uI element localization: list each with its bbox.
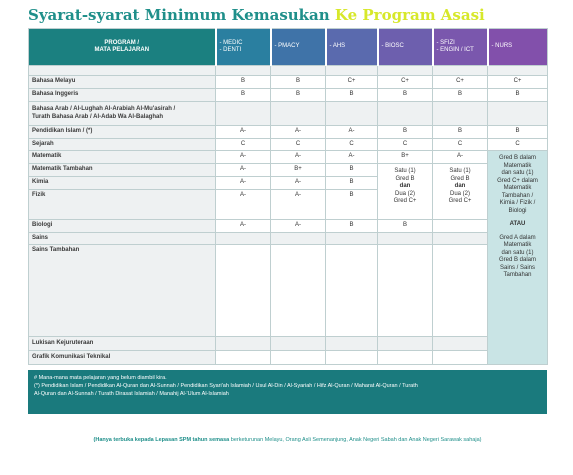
biosc-group-cell: [378, 164, 433, 220]
grade-cell: C+: [433, 76, 488, 89]
group-line: Gred B: [450, 175, 470, 182]
table-row: [29, 76, 548, 89]
group-line: Gred C+: [448, 198, 472, 204]
grade-cell: A-: [216, 220, 271, 233]
nurs-line: Sains / Sains: [499, 264, 536, 271]
grade-cell: C: [216, 139, 271, 151]
title-part1: Syarat-syarat Minimum Kemasukan: [28, 6, 330, 24]
grade-cell: A-: [271, 151, 326, 164]
subject-label: Sains: [29, 233, 216, 245]
grade-cell: C+: [326, 76, 378, 89]
grade-cell: A-: [326, 151, 378, 164]
grade-cell: A-: [326, 126, 378, 139]
column-header-biosc: [378, 29, 433, 66]
table-header-row: [29, 29, 548, 66]
grade-cell: B: [216, 89, 271, 102]
column-header-line: - DENTI: [219, 47, 242, 53]
subject-label-line1: Bahasa Arab / Al-Lughah Al-Arabiah Al-Mu'asirah /: [32, 106, 176, 112]
nurs-line: dan satu (1): [501, 249, 534, 256]
grade-cell: B: [271, 76, 326, 89]
grade-cell: A-: [271, 220, 326, 233]
subject-label: Grafik Komunikasi Teknikal: [29, 351, 216, 365]
table-row: [29, 164, 548, 177]
nurs-line: Tambahan /: [501, 192, 534, 199]
column-header-line: - ENGIN / ICT: [436, 47, 474, 53]
table-row: [29, 245, 548, 337]
table-row: [29, 337, 548, 351]
grade-cell: B: [326, 220, 378, 233]
group-line: Gred B: [395, 175, 415, 182]
footer-note: [28, 437, 547, 443]
grade-cell: B: [488, 126, 548, 139]
subject-label: Fizik: [29, 190, 216, 220]
grade-cell: C: [433, 139, 488, 151]
table-row: [29, 66, 548, 76]
grade-cell: C: [326, 139, 378, 151]
grade-cell: B: [433, 126, 488, 139]
requirements-table: [28, 28, 548, 365]
subject-label: Matematik: [29, 151, 216, 164]
nurs-line: Matematik: [503, 242, 532, 248]
grade-cell: A-: [271, 126, 326, 139]
notes-box: [28, 370, 547, 414]
subject-label: Matematik Tambahan: [29, 164, 216, 177]
group-line: Dua (2): [449, 190, 470, 197]
subject-label: Sains Tambahan: [29, 245, 216, 337]
table-row: [29, 233, 548, 245]
table-row: [29, 351, 548, 365]
grade-cell: C: [488, 139, 548, 151]
nurs-line: Gred B dalam: [498, 257, 537, 263]
program-header: [29, 29, 216, 66]
grade-cell: A-: [271, 190, 326, 220]
group-line: Dua (2): [394, 190, 415, 197]
nurs-line: Gred C+ dalam: [497, 177, 538, 184]
column-header-pmacy: [271, 29, 326, 66]
grade-cell: B: [271, 89, 326, 102]
nurs-atau: ATAU: [509, 221, 526, 227]
table-row: [29, 151, 548, 164]
subject-label: [29, 102, 216, 126]
grade-cell: B: [378, 126, 433, 139]
subject-label: Bahasa Inggeris: [29, 89, 216, 102]
note-line: Al-Quran dan Al-Sunnah / Turath Dirasat Islamiah / Manahij Al-'Ulum Al-Islamiah: [34, 391, 229, 397]
table-row: [29, 126, 548, 139]
grade-cell: B+: [271, 164, 326, 177]
nurs-line: Gred A dalam: [499, 234, 536, 241]
note-line: # Mana-mana mata pelajaran yang belum diambil kira.: [34, 375, 167, 381]
grade-cell: A-: [216, 126, 271, 139]
table-row: [29, 220, 548, 233]
nurs-line: Matematik: [503, 162, 532, 169]
subject-label: Bahasa Melayu: [29, 76, 216, 89]
grade-cell: B: [433, 89, 488, 102]
grade-cell: A-: [216, 190, 271, 220]
grade-cell: A-: [433, 151, 488, 164]
grade-cell: A-: [216, 164, 271, 177]
footer-bold: (Hanya terbuka kepada Lepasan SPM tahun semasa: [93, 437, 230, 443]
grade-cell: B: [326, 177, 378, 190]
grade-cell: C: [271, 139, 326, 151]
group-line: dan: [454, 183, 466, 189]
column-header-sfizi: [433, 29, 488, 66]
grade-cell: B+: [378, 151, 433, 164]
program-header-line1: PROGRAM /: [104, 39, 140, 46]
grade-cell: B: [326, 89, 378, 102]
grade-cell: A-: [216, 177, 271, 190]
table-row: [29, 102, 548, 126]
column-header-medic: [216, 29, 271, 66]
column-header-line: - SFIZI: [436, 39, 455, 46]
nurs-line: Gred B dalam: [498, 155, 537, 161]
column-header-nurs: [488, 29, 548, 66]
footer-rest: berketurunan Melayu, Orang Asli Semenanjung, Anak Negeri Sabah dan Anak Negeri Sarawak sahaja): [229, 437, 482, 443]
column-header-ahs: [326, 29, 378, 66]
subject-label-line2: Turath Bahasa Arab / Al-Adab Wa Al-Balaghah: [32, 113, 164, 120]
group-line: Satu (1): [449, 168, 471, 174]
nurs-line: Matematik: [503, 185, 532, 191]
grade-cell: A-: [271, 177, 326, 190]
nurs-requirement-cell: [488, 151, 548, 365]
grade-cell: B: [216, 76, 271, 89]
grade-cell: B: [326, 190, 378, 220]
column-header-line: - NURS: [491, 43, 513, 50]
nurs-line: dan satu (1): [501, 170, 534, 176]
group-line: Gred C+: [393, 198, 417, 204]
grade-cell: B: [488, 89, 548, 102]
grade-cell: C: [378, 139, 433, 151]
column-header-line: - AHS: [329, 43, 346, 50]
program-header-line2: MATA PELAJARAN: [94, 47, 150, 53]
column-header-line: - MEDIC: [219, 39, 243, 46]
grade-cell: B: [326, 164, 378, 177]
subject-label: Lukisan Kejuruteraan: [29, 337, 216, 351]
group-line: dan: [399, 183, 411, 189]
group-line: Satu (1): [394, 168, 416, 174]
title-part2: Ke Program Asasi: [334, 6, 485, 24]
grade-cell: B: [378, 220, 433, 233]
nurs-line: Tambahan: [503, 272, 532, 278]
grade-cell: B: [378, 89, 433, 102]
page-title: [28, 6, 485, 28]
grade-cell: C+: [488, 76, 548, 89]
grade-cell: C+: [378, 76, 433, 89]
grade-cell: A-: [216, 151, 271, 164]
subject-label: Biologi: [29, 220, 216, 233]
table-row: [29, 139, 548, 151]
table-row: [29, 89, 548, 102]
note-line: (*) Pendidikan Islam / Pendidikan Al-Quran dan Al-Sunnah / Pendidikan Syari'ah Islamiah / Usul Al-Din / Al-Syariah / Hifz Al-Quran / Maharat Al-Quran / Turath: [34, 383, 418, 389]
subject-label: Pendidikan Islam / (*): [29, 126, 216, 139]
column-header-line: - BIOSC: [381, 43, 404, 50]
subject-label: Sejarah: [29, 139, 216, 151]
nurs-line: Kimia / Fizik /: [499, 200, 536, 206]
sfizi-group-cell: [433, 164, 488, 220]
subject-label: Kimia: [29, 177, 216, 190]
nurs-line: Biologi: [508, 207, 527, 214]
column-header-line: - PMACY: [274, 43, 300, 50]
